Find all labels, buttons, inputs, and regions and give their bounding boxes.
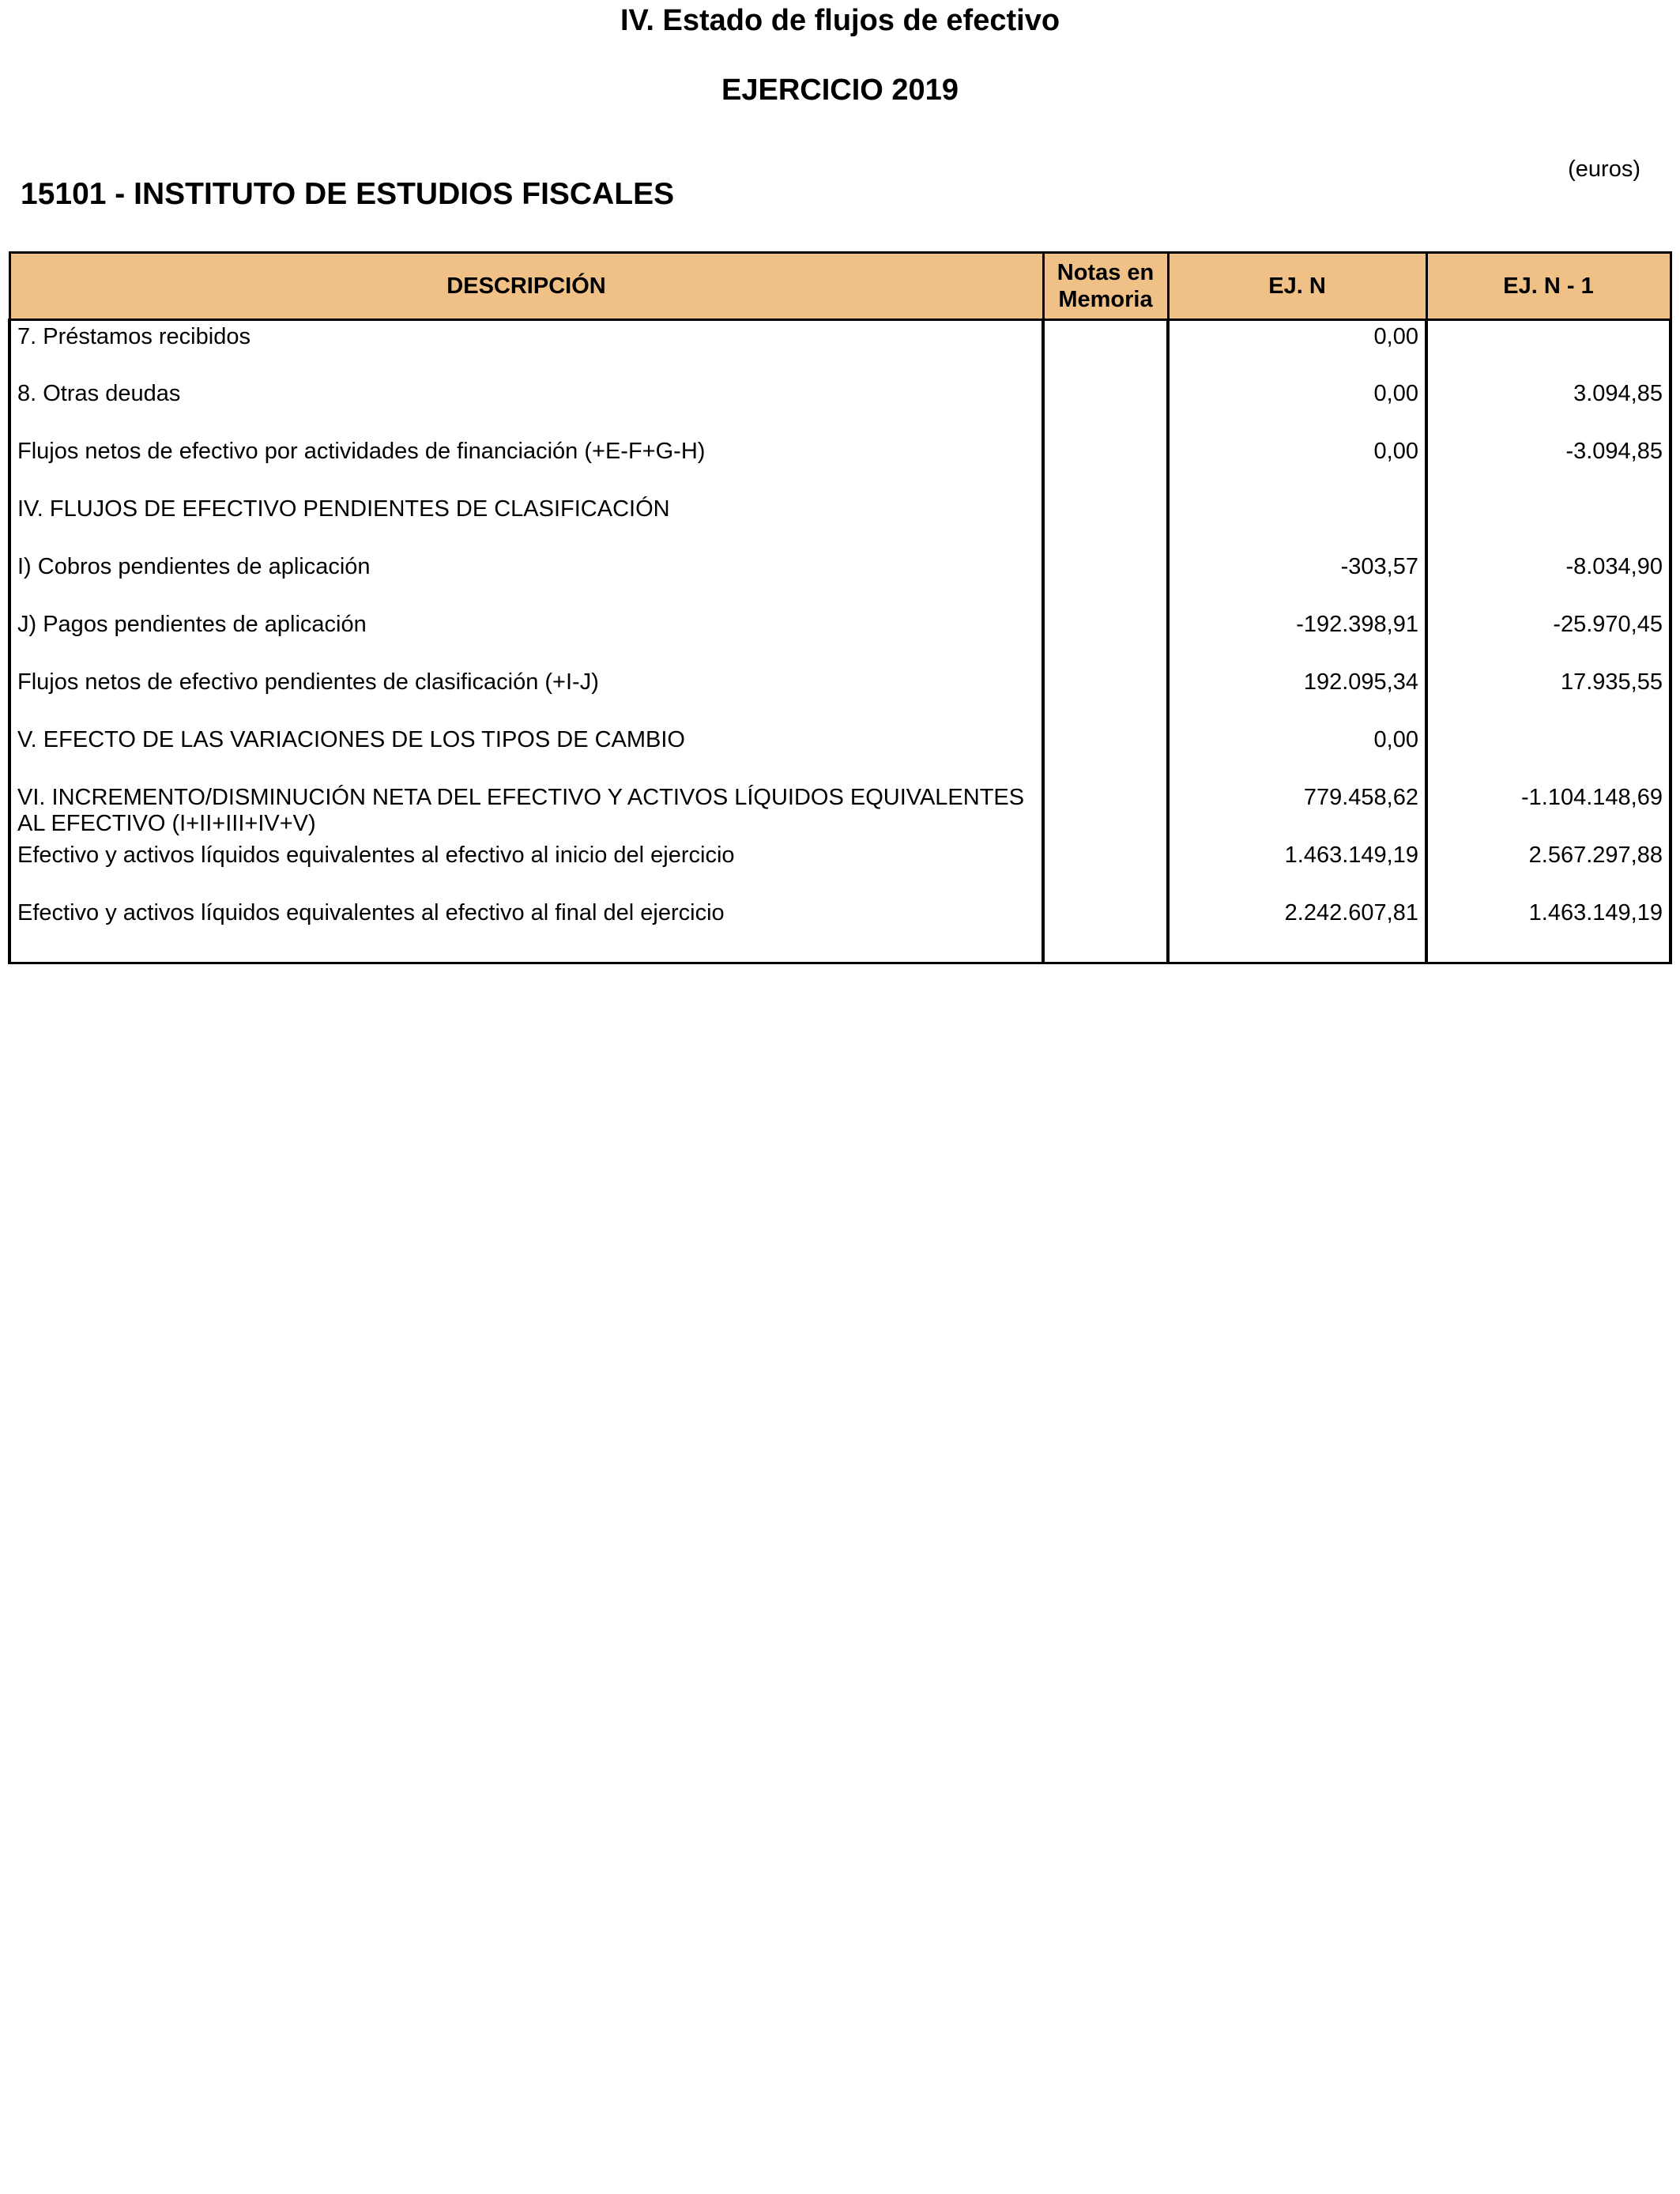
row-year-n1: 17.935,55 <box>1426 666 1671 724</box>
row-notes <box>1043 609 1168 666</box>
row-year-n1 <box>1426 493 1671 551</box>
table-row <box>9 551 1671 609</box>
table-row <box>9 378 1671 435</box>
row-description: Flujos netos de efectivo por actividades de financiación (+E-F+G-H) <box>9 435 1043 493</box>
row-year-n: 0,00 <box>1168 724 1426 782</box>
row-year-n: -303,57 <box>1168 551 1426 609</box>
row-year-n: 2.242.607,81 <box>1168 897 1426 963</box>
table-row <box>9 609 1671 666</box>
row-description: 7. Préstamos recibidos <box>9 320 1043 378</box>
row-year-n: -192.398,91 <box>1168 609 1426 666</box>
row-notes <box>1043 551 1168 609</box>
table-header-row <box>9 253 1671 320</box>
cash-flow-table <box>8 251 1672 964</box>
row-notes <box>1043 493 1168 551</box>
row-year-n: 0,00 <box>1168 320 1426 378</box>
row-year-n: 779.458,62 <box>1168 782 1426 839</box>
row-year-n: 0,00 <box>1168 378 1426 435</box>
row-year-n1: 1.463.149,19 <box>1426 897 1671 963</box>
table-row <box>9 724 1671 782</box>
row-notes <box>1043 724 1168 782</box>
row-notes <box>1043 378 1168 435</box>
table-row <box>9 435 1671 493</box>
header-year-n: EJ. N <box>1168 253 1426 320</box>
row-notes <box>1043 320 1168 378</box>
units-label: (euros) <box>1568 156 1640 182</box>
header-description: DESCRIPCIÓN <box>9 253 1043 320</box>
table-row <box>9 320 1671 378</box>
row-year-n <box>1168 493 1426 551</box>
row-description: I) Cobros pendientes de aplicación <box>9 551 1043 609</box>
row-description: Efectivo y activos líquidos equivalentes al efectivo al final del ejercicio <box>9 897 1043 963</box>
row-notes <box>1043 839 1168 897</box>
row-description: VI. INCREMENTO/DISMINUCIÓN NETA DEL EFECTIVO Y ACTIVOS LÍQUIDOS EQUIVALENTES AL EFECTIVO (I+II+III+IV+V) <box>9 782 1043 839</box>
row-notes <box>1043 666 1168 724</box>
table-row <box>9 666 1671 724</box>
row-notes <box>1043 782 1168 839</box>
entity-heading: 15101 - INSTITUTO DE ESTUDIOS FISCALES <box>21 177 675 211</box>
row-description: J) Pagos pendientes de aplicación <box>9 609 1043 666</box>
table-row <box>9 897 1671 963</box>
row-year-n1 <box>1426 724 1671 782</box>
table-row <box>9 782 1671 839</box>
document-subtitle: EJERCICIO 2019 <box>721 74 959 107</box>
row-description: 8. Otras deudas <box>9 378 1043 435</box>
row-year-n: 192.095,34 <box>1168 666 1426 724</box>
row-year-n: 0,00 <box>1168 435 1426 493</box>
row-year-n1: 3.094,85 <box>1426 378 1671 435</box>
row-year-n1: -8.034,90 <box>1426 551 1671 609</box>
row-year-n1: -25.970,45 <box>1426 609 1671 666</box>
header-notes: Notas en Memoria <box>1043 253 1168 320</box>
row-notes <box>1043 435 1168 493</box>
row-year-n1: -3.094,85 <box>1426 435 1671 493</box>
header-year-n1: EJ. N - 1 <box>1426 253 1671 320</box>
table-row <box>9 839 1671 897</box>
row-description: IV. FLUJOS DE EFECTIVO PENDIENTES DE CLASIFICACIÓN <box>9 493 1043 551</box>
document-title: IV. Estado de flujos de efectivo <box>620 4 1060 37</box>
row-notes <box>1043 897 1168 963</box>
row-year-n: 1.463.149,19 <box>1168 839 1426 897</box>
row-year-n1: -1.104.148,69 <box>1426 782 1671 839</box>
row-description: Efectivo y activos líquidos equivalentes al efectivo al inicio del ejercicio <box>9 839 1043 897</box>
row-year-n1 <box>1426 320 1671 378</box>
row-year-n1: 2.567.297,88 <box>1426 839 1671 897</box>
row-description: Flujos netos de efectivo pendientes de clasificación (+I-J) <box>9 666 1043 724</box>
table-row <box>9 493 1671 551</box>
row-description: V. EFECTO DE LAS VARIACIONES DE LOS TIPOS DE CAMBIO <box>9 724 1043 782</box>
